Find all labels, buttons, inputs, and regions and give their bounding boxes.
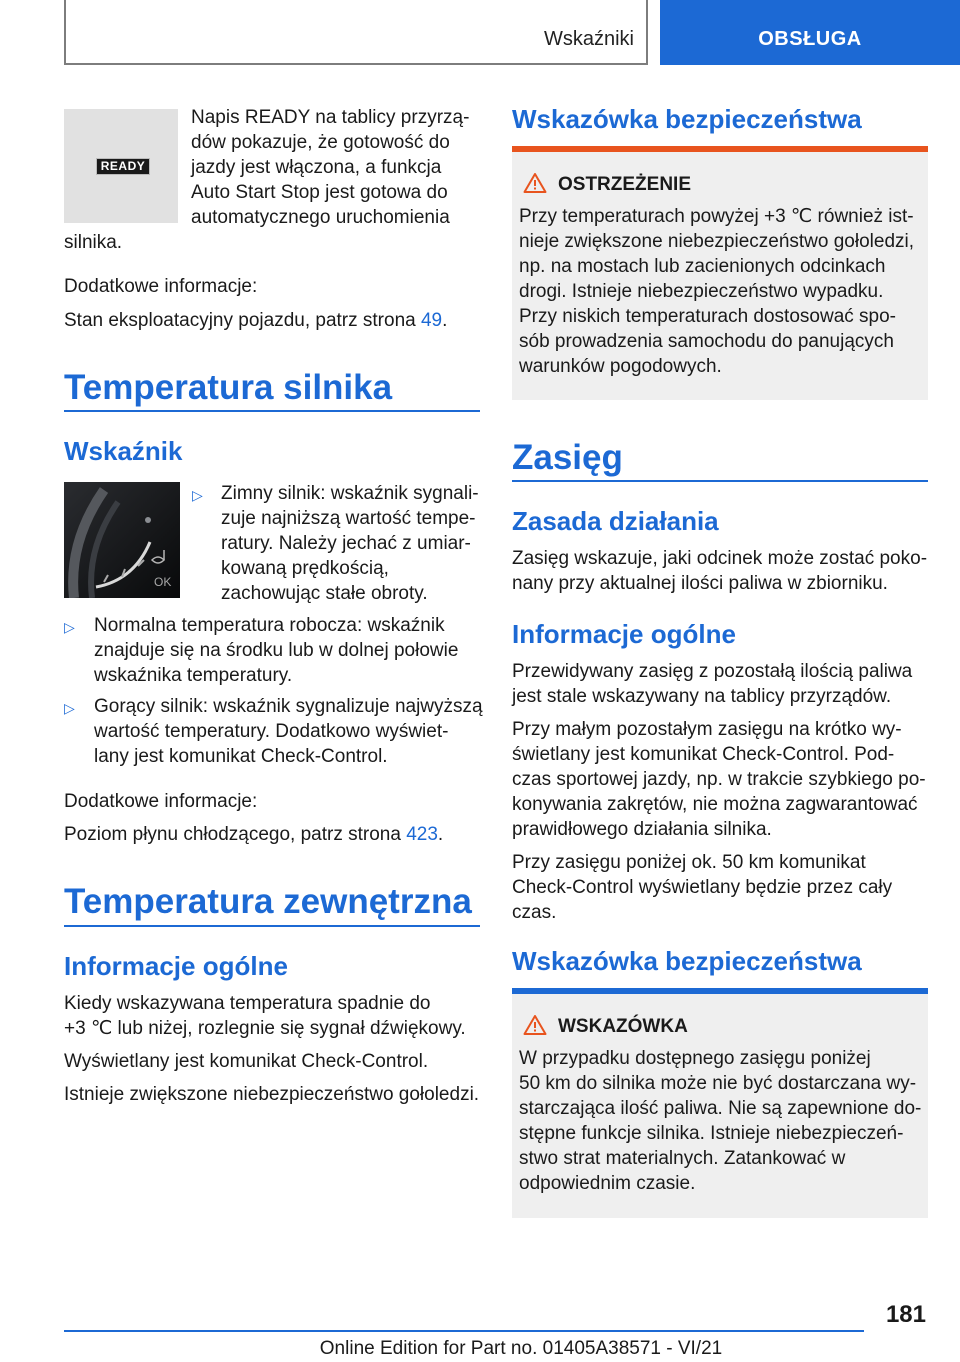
general-p3-line-1: Przy zasięgu poniżej ok. 50 km komunikat (512, 852, 866, 873)
warning-line-2: nieje zwiększone niebezpieczeństwo gołoledzi, (519, 231, 915, 252)
heading-rule (512, 480, 928, 482)
warning-line-7: warunków pogodowych. (519, 356, 722, 377)
outside-p2: Wyświetlany jest komunikat Check-Control. (64, 1051, 429, 1072)
ready-line-6: silnika. (64, 232, 123, 253)
ready-line-2: dów pokazuje, że gotowość do (191, 132, 450, 153)
ready-line-1: Napis READY na tablicy przyrzą- (191, 107, 470, 128)
principle-line-2: nany przy aktualnej ilości paliwa w zbiorniku. (512, 573, 888, 594)
notice-box-bar (512, 988, 928, 994)
general-p2-line-5: prawidłowego działania silnika. (512, 819, 772, 840)
cross-reference-1-text: Stan eksploatacyjny pojazdu, patrz strona (64, 310, 421, 331)
header-chapter-title: OBSŁUGA (758, 28, 862, 50)
notice-line-6: odpowiednim czasie. (519, 1173, 696, 1194)
bullet-1-line-2: zuje najniższą wartość tempe- (221, 508, 476, 529)
warning-line-4: drogi. Istnieje niebezpieczeństwo wypadku. (519, 281, 884, 302)
warning-box (512, 146, 928, 400)
ready-indicator-image (64, 109, 178, 223)
bullet-marker-2: ▷ (64, 619, 75, 635)
temperature-gauge-image (64, 482, 180, 598)
warning-box-bar (512, 146, 928, 152)
bullet-2-line-3: wskaźnika temperatury. (94, 665, 293, 686)
notice-triangle-icon (523, 1014, 547, 1036)
general-p1-line-2: jest stale wskazywany na tablicy przyrządów. (512, 686, 892, 707)
general-p3-line-3: czas. (512, 902, 557, 923)
general-p3-line-2: Check-Control wyświetlany będzie przez cały (512, 877, 893, 898)
heading-safety-note-2: Wskazówka bezpieczeństwa (512, 946, 862, 976)
general-p2-line-2: świetlany jest komunikat Check-Control. Pod- (512, 744, 895, 765)
warning-line-6: sób prowadzenia samochodu do panujących (519, 331, 894, 352)
warning-line-1: Przy temperaturach powyżej +3 ℃ również ist- (519, 206, 914, 227)
warning-line-5: Przy niskich temperaturach dostosować spo- (519, 306, 896, 327)
page-link-423[interactable]: 423 (406, 824, 438, 845)
bullet-1-line-4: kowaną prędkością, (221, 558, 389, 579)
outside-p3: Istnieje zwiększone niebezpieczeństwo gołoledzi. (64, 1084, 480, 1105)
bullet-3-line-1: Gorący silnik: wskaźnik sygnalizuje najwyższą (94, 696, 483, 717)
cross-reference-1-end: . (442, 310, 448, 331)
principle-line-1: Zasięg wskazuje, jaki odcinek może zostać poko- (512, 548, 928, 569)
general-p2-line-3: czas sportowej jazdy, np. w trakcie szybkiego po- (512, 769, 926, 790)
page-number: 181 (885, 1301, 926, 1328)
heading-safety-note-1: Wskazówka bezpieczeństwa (512, 104, 862, 134)
notice-title: WSKAZÓWKA (558, 1016, 688, 1037)
heading-outside-temperature: Temperatura zewnętrzna (64, 882, 472, 921)
heading-general-info-right: Informacje ogólne (512, 619, 736, 649)
bullet-2-line-2: znajduje się na środku lub w dolnej połowie (94, 640, 459, 661)
header-section-title: Wskaźniki (543, 28, 634, 50)
bullet-3-line-3: lany jest komunikat Check-Control. (94, 746, 388, 767)
heading-range: Zasięg (512, 438, 623, 477)
bullet-2-line-1: Normalna temperatura robocza: wskaźnik (94, 615, 445, 636)
ready-line-4: Auto Start Stop jest gotowa do (191, 182, 448, 203)
bullet-1-line-3: ratury. Należy jechać z umiar- (221, 533, 471, 554)
general-p2-line-4: konywania zakrętów, nie można zagwarantować (512, 794, 918, 815)
outside-p1-line-2: +3 ℃ lub niżej, rozlegnie się sygnał dźwiękowy. (64, 1018, 466, 1039)
bullet-3-line-2: wartość temperatury. Dodatkowo wyświet- (94, 721, 449, 742)
heading-indicator: Wskaźnik (64, 436, 183, 466)
bullet-marker-3: ▷ (64, 700, 75, 716)
cross-reference-2-end: . (437, 824, 444, 845)
notice-line-4: stępne funkcje silnika. Istnieje niebezpieczeń- (519, 1123, 904, 1144)
header-chapter-tab (660, 0, 960, 65)
bullet-1-line-1: Zimny silnik: wskaźnik sygnali- (221, 483, 479, 504)
heading-rule (64, 410, 480, 412)
header-section-tab (64, 0, 648, 65)
warning-line-3: np. na mostach lub zacienionych odcinkach (519, 256, 886, 277)
cross-reference-2-text: Poziom płynu chłodzącego, patrz strona (64, 824, 407, 845)
ready-line-3: jazdy jest włączona, a funkcja (191, 157, 442, 178)
footer-rule (64, 1330, 864, 1332)
heading-engine-temperature: Temperatura silnika (64, 368, 393, 407)
cross-reference-1 (64, 308, 447, 333)
notice-line-2: 50 km do silnika może nie być dostarczana wy- (519, 1073, 917, 1094)
notice-line-5: stwo strat materialnych. Zatankować w (519, 1148, 846, 1169)
notice-line-1: W przypadku dostępnego zasięgu poniżej (519, 1048, 871, 1069)
heading-rule (64, 925, 480, 927)
notice-line-3: starczająca ilość paliwa. Nie są zapewnione do- (519, 1098, 922, 1119)
general-p2-line-1: Przy małym pozostałym zasięgu na krótko wy- (512, 719, 902, 740)
heading-general-info-left: Informacje ogólne (64, 951, 288, 981)
heading-principle: Zasada działania (512, 506, 719, 536)
gauge-ok-label: OK (154, 575, 172, 589)
edition-footer (0, 1338, 960, 1360)
edition-text: Online Edition for Part no. 01405A38571 - VI/21 (319, 1338, 723, 1359)
notice-box (512, 988, 928, 1218)
warning-title: OSTRZEŻENIE (558, 174, 692, 195)
outside-p1-line-1: Kiedy wskazywana temperatura spadnie do (64, 993, 431, 1014)
ready-line-5: automatycznego uruchomienia (191, 207, 450, 228)
more-info-label-2: Dodatkowe informacje: (64, 791, 258, 812)
more-info-label-1: Dodatkowe informacje: (64, 276, 258, 297)
bullet-1-line-5: zachowując stałe obroty. (221, 583, 428, 604)
cross-reference-2 (64, 822, 443, 847)
ready-badge: READY (96, 158, 150, 175)
page-link-49[interactable]: 49 (420, 310, 443, 331)
general-p1-line-1: Przewidywany zasięg z pozostałą ilością paliwa (512, 661, 913, 682)
bullet-marker-1: ▷ (192, 487, 203, 503)
warning-triangle-icon (523, 172, 547, 194)
